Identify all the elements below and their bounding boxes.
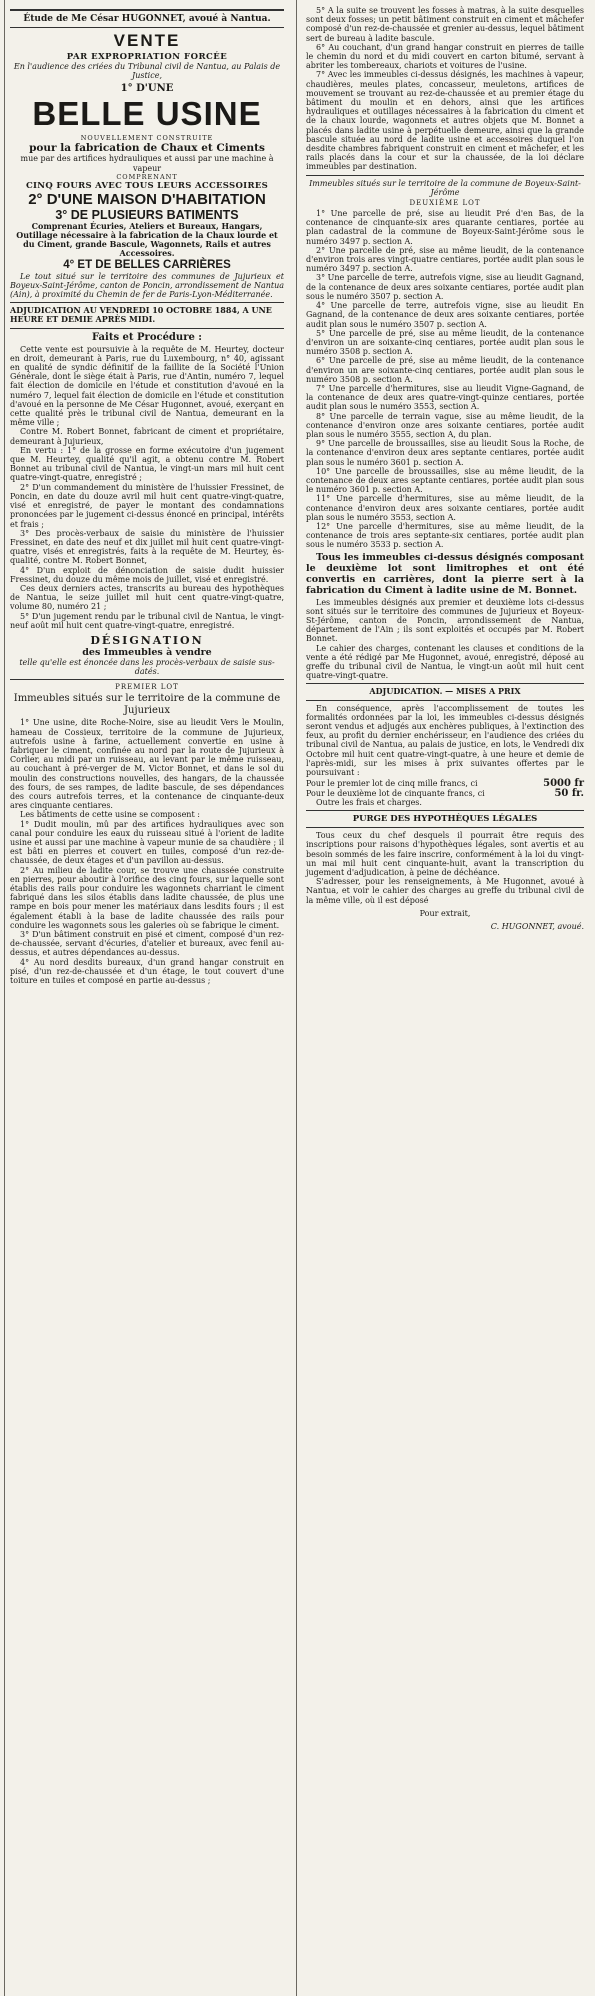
premier-lot-label: PREMIER LOT xyxy=(115,683,179,692)
purge-title: PURGE DES HYPOTHÈQUES LÉGALES xyxy=(352,814,538,825)
lot2-paragraph: 9° Une parcelle de broussailles, sise au lieudit Sous la Roche, de la contenance d'environ deux ares septante centiares, portée audit plan sous le numéro 3601 p. section A. xyxy=(306,439,584,467)
comprenant-line: COMPRENANT xyxy=(116,172,178,181)
lot1-paragraph: 1° Une usine, dite Roche-Noire, sise au lieudit Vers le Moulin, hameau de Cossieux, territoire de la commune de Jujurieux, autrefois usine à farine, actuellement convertie en usine à fabriquer le ciment, confinée au nord par la route de Jujurieux à Corlier, au midi par un ruisseau, au levant par le même ruisseau, au couchant à pré-verger de M. Victor Bonnet, et dans le sol du moulin des constructions nouvelles, des hangars, de la chaussée des fours, de ses rampes, de ladite bascule, de ses dépendances des cours autrefois terres, et la contenance de cinquante-deux ares cinquante centiares. xyxy=(10,718,284,811)
adjudication-heading: ADJUDICATION. — MISES A PRIX xyxy=(369,686,521,697)
rule xyxy=(306,827,584,828)
faits-paragraph: 3° Des procès-verbaux de saisie du ministère de l'huissier Fressinet, en date des neuf et dix juillet mil huit cent quatre-vingt-quatre, visés et enregistrés, faits à la requête de M. Heurtey, ès-qualité, contre M. Robert Bonnet, xyxy=(10,528,284,566)
left-column xyxy=(4,0,290,1996)
price-label: Pour le premier lot de cinq mille francs, ci xyxy=(306,779,478,789)
situation-paragraph: Les immeubles désignés aux premier et deuxième lots ci-dessus sont situés sur le territoire des communes de Jujurieux et Boyeux-St-Jérôme, canton de Poncin, arrondissement de Nantua, département de l'Ain ; ils sont exploités et occupés par M. Robert Bonnet. xyxy=(306,597,584,644)
usine-paragraph: 6° Au couchant, d'un grand hangar construit en pierres de taille le chemin du nord et du midi couvert en carton bitumé, servant à abriter les tombereaux, chariots et voitures de l'usine. xyxy=(306,42,584,71)
maison-title: 2° D'UNE MAISON D'HABITATION xyxy=(28,190,266,208)
etude-header: Étude de Me César HUGONNET, avoué à Nantua. xyxy=(23,14,271,24)
item1-label: 1° D'UNE xyxy=(120,83,174,95)
faits-paragraph: 2° D'un commandement du ministère de l'huissier Fressinet, de Poncin, en date du douze avril mil huit cent quatre-vingt-quatre, visé et enregistré, de payer le montant des condamnations prononcées par le jugement ci-dessus énoncé en principal, intérêts et frais ; xyxy=(10,482,284,529)
designation-title: DÉSIGNATION xyxy=(90,633,204,647)
lot2-paragraph: 6° Une parcelle de pré, sise au même lieudit, de la contenance d'environ un are soixante-cinq centiares, portée audit plan sous le numéro 3508 p. section A. xyxy=(306,356,584,384)
faits-paragraph: 4° D'un exploit de dénonciation de saisie dudit huissier Fressinet, du douze du même mois de juillet, visé et enregistré. xyxy=(10,565,284,584)
rule xyxy=(10,302,284,303)
vente-title: VENTE xyxy=(113,31,181,50)
designation-subtitle: des Immeubles à vendre xyxy=(82,646,212,658)
situation-text: Le tout situé sur le territoire des communes de Jujurieux et Boyeux-Saint-Jérôme, canton de Poncin, arrondissement de Nantua (Ain), à proximité du Chemin de fer de Paris-Lyon-Méditerranée. xyxy=(10,271,284,300)
right-column xyxy=(302,0,588,1996)
rule xyxy=(10,27,284,28)
batiments-description: Comprenant Écuries, Ateliers et Bureaux, Hangars, Outillage nécessaire à la fabrication de la Chaux lourde et du Ciment, grande Bascule, Wagonnets, Rails et autres Accessoires. xyxy=(16,220,278,259)
column-divider xyxy=(296,0,297,1996)
lot1-paragraph: 2° Au milieu de ladite cour, se trouve une chaussée construite en pierres, pour aboutir à l'orifice des cinq fours, sur laquelle sont établis des rails pour conduire les wagonnets charriant le ciment fabriqué dans les silos établis dans ladite chaussée, de plus une rampe en bois pour mener les matériaux dans lesdits fours ; il est également établi à la base de ladite chaussée des rails pour conduire les wagonnets sous les galeries où se fabrique le ciment. xyxy=(10,865,284,930)
lot1-paragraph: Les bâtiments de cette usine se composent : xyxy=(20,810,200,820)
lot2-paragraph: 1° Une parcelle de pré, sise au lieudit Pré d'en Bas, de la contenance de cinquante-six ares quarante centiares, portée au plan cadastral de la commune de Boyeux-Saint-Jérôme sous le numéro 3497 p. section A. xyxy=(306,209,584,246)
lot1-paragraph: 3° D'un bâtiment construit en pisé et ciment, composé d'un rez-de-chaussée, servant d'écuries, d'atelier et bureaux, avec fenil au-dessus, et autres dépendances au-dessus. xyxy=(10,930,284,958)
signature: C. HUGONNET, avoué. xyxy=(490,922,584,932)
adjudication-date: ADJUDICATION AU VENDREDI 10 OCTOBRE 1884, A UNE HEURE ET DEMIE APRÈS MIDI. xyxy=(10,305,272,325)
lot2-paragraph: 11° Une parcelle d'hermitures, sise au même lieudit, de la contenance d'environ deux ares soixante centiares, portée audit plan sous le numéro 3553, section A. xyxy=(306,494,584,522)
mue-line: mue par des artifices hydrauliques et aussi par une machine à vapeur xyxy=(20,154,274,173)
fabrication-line: pour la fabrication de Chaux et Ciments xyxy=(29,142,265,155)
rule xyxy=(306,810,584,811)
rule xyxy=(306,175,584,176)
extrait-line: Pour extrait, xyxy=(419,908,471,918)
cinq-fours-line: CINQ FOURS AVEC TOUS LEURS ACCESSOIRES xyxy=(25,180,269,191)
purge-paragraph: S'adresser, pour les renseignements, à Me Hugonnet, avoué à Nantua, et voir le cahier des charges au greffe du tribunal civil de la même ville, où il est déposé xyxy=(306,877,584,905)
lot2-paragraph: 10° Une parcelle de broussailles, sise au même lieudit, de la contenance de deux ares septante centiares, portée audit plan sous le numéro 3601 p. section A. xyxy=(306,466,584,495)
lot2-paragraph: 4° Une parcelle de terre, autrefois vigne, sise au lieudit En Gagnand, de la contenance de deux ares soixante centiares, portée audit plan sous le numéro 3507 p. section A. xyxy=(306,301,584,329)
carrieres-title: 4° ET DE BELLES CARRIÈRES xyxy=(63,258,231,271)
outre-line: Outre les frais et charges. xyxy=(316,798,422,808)
faits-paragraph: Contre M. Robert Bonnet, fabricant de ciment et propriétaire, demeurant à Jujurieux, xyxy=(10,427,284,446)
purge-paragraph: Tous ceux du chef desquels il pourrait être requis des inscriptions pour raisons d'hypothèques légales, sont avertis et au besoin sommés de les faire inscrire, conformément à la loi du vingt-un mai mil huit cent cinquante-huit, avant la transcription du jugement d'adjudication, à peine de déchéance. xyxy=(306,831,584,878)
rule xyxy=(10,328,284,329)
immeubles-jujurieux: Immeubles situés sur le territoire de la commune de Jujurieux xyxy=(13,693,281,716)
lot2-paragraph: 12° Une parcelle d'hermitures, sise au même lieudit, de la contenance de trois ares septante-six centiares, portée audit plan sous le numéro 3533 p. section A. xyxy=(306,521,584,550)
lot2-paragraph: 3° Une parcelle de terre, autrefois vigne, sise au lieudit Gagnand, de la contenance de deux ares soixante centiares, portée audit plan sous le numéro 3507 p. section A. xyxy=(306,273,584,301)
cahier-paragraph: Le cahier des charges, contenant les clauses et conditions de la vente a été rédigé par Me Hugonnet, avoué, enregistré, déposé au greffe du tribunal civil de Nantua, le vingt-un août mil huit cent quatre-vingt-quatre. xyxy=(306,643,584,681)
faits-paragraph: En vertu : 1° de la grosse en forme exécutoire d'un jugement que M. Heurtey, qualité qu'il agit, a obtenu contre M. Robert Bonnet au tribunal civil de Nantua, le vingt-un mars mil huit cent quatre-vingt-quatre, enregistré ; xyxy=(10,445,284,483)
lot2-paragraph: 7° Une parcelle d'hermitures, sise au lieudit Vigne-Gagnand, de la contenance de deux ares quatre-vingt-quinze centiares, portée audit plan sous le numéro 3553, section A. xyxy=(306,383,584,412)
deuxieme-lot-label: DEUXIÈME LOT xyxy=(409,199,481,208)
belle-usine-title: BELLE USINE xyxy=(32,95,262,133)
price-label: Pour le deuxième lot de cinquante francs, ci xyxy=(306,788,485,798)
lot1-paragraph: 1° Dudit moulin, mû par des artifices hydrauliques avec son canal pour conduire les eaux du ruisseau situé à l'orient de ladite usine et aussi par une machine à vapeur munie de sa chaudière ; il est bâti en pierres et couvert en tuiles, composé d'un rez-de-chaussée, de deux étages et d'un pavillon au-dessus. xyxy=(10,819,284,866)
expropriation-line: PAR EXPROPRIATION FORCÉE xyxy=(66,52,228,62)
rule xyxy=(306,700,584,701)
faits-title: Faits et Procédure : xyxy=(92,331,202,343)
adjudication-text: En conséquence, après l'accomplissement de toutes les formalités ordonnées par la loi, les immeubles ci-dessus désignés seront vendus et adjugés aux enchères publiques, à l'extinction des feux, au profit du dernier enchérisseur, en l'audience des criées du tribunal civil de Nantua, au palais de justice, en lots, le Vendredi dix Octobre mil huit cent quatre-vingt-quatre, à une heure et demie de l'après-midi, sur les mises à prix suivantes offertes par le poursuivant : xyxy=(306,703,584,778)
batiments-title: 3° DE PLUSIEURS BATIMENTS xyxy=(55,207,239,222)
price-value: 5000 fr xyxy=(543,778,584,790)
carrieres-note: Tous les immeubles ci-dessus désignés composant le deuxième lot sont limitrophes et ont été convertis en carrières, dont la pierre sert à la fabrication du Ciment à ladite usine de M. Bonnet. xyxy=(306,551,584,596)
faits-paragraph: Ces deux derniers actes, transcrits au bureau des hypothèques de Nantua, le seize juillet mil huit cent quatre-vingt-quatre, volume 80, numéro 21 ; xyxy=(10,583,284,612)
price-row-lot2 xyxy=(306,789,584,798)
designation-note: telle qu'elle est énoncée dans les procès-verbaux de saisie sus-datés. xyxy=(19,657,275,677)
nouvellement-line: NOUVELLEMENT CONSTRUITE xyxy=(80,134,214,143)
lot2-paragraph: 2° Une parcelle de pré, sise au même lieudit, de la contenance d'environ trois ares vingt-quatre centiares, portée audit plan sous le numéro 3497 p. section A. xyxy=(306,245,584,274)
lot2-paragraph: 5° Une parcelle de pré, sise au même lieudit, de la contenance d'environ un are soixante-cinq centiares, portée audit plan sous le numéro 3508 p. section A. xyxy=(306,328,584,357)
rule xyxy=(306,683,584,684)
immeubles-boyeux: Immeubles situés sur le territoire de la commune de Boyeux-Saint-Jérôme xyxy=(309,178,581,197)
lot2-paragraph: 8° Une parcelle de terrain vague, sise au même lieudit, de la contenance d'environ onze ares soixante centiares, portée audit plan sous le numéro 3555, section A, du plan. xyxy=(306,411,584,439)
lot1-paragraph: 4° Au nord desdits bureaux, d'un grand hangar construit en pisé, d'un rez-de-chaussée et d'un étage, le tout couvert d'une toiture en tuiles et composé en partie au-dessus ; xyxy=(10,957,284,986)
usine-paragraph: 7° Avec les immeubles ci-dessus désignés, les machines à vapeur, chaudières, meules plates, concasseur, meuletons, artifices de mouvement se trouvant au rez-de-chaussée et au premier étage du bâtiment du moulin et en dehors, ainsi que les artifices hydrauliques et outillages nécessaires à la fabrication du ciment et de la chaux lourde, wagonnets et autres objets que M. Bonnet a placés dans ladite usine à perpétuelle demeure, ainsi que la grande bascule située au nord de ladite usine et accessoires duquel l'on desdite chambres fabriquent construit en ciment et mâchefer, et les rails placés dans la cour et sur la chaussée, de la loi déclare immeubles par destination. xyxy=(306,70,584,172)
rule xyxy=(10,679,284,680)
top-rule xyxy=(10,9,284,11)
price-value: 50 fr. xyxy=(554,787,584,799)
faits-paragraph: Cette vente est poursuivie à la requête de M. Heurtey, docteur en droit, demeurant à Paris, rue du Luxembourg, n° 40, agissant en qualité de syndic définitif de la faillite de la Société l'Union Générale, dont le siège était à Paris, rue d'Antin, numéro 7, lequel fait élection de domicile en l'étude et constitution d'avoué en la numéro 7, lequel fait élection de domicile en l'étude et constitution d'avoué en la personne de Me César Hugonnet, avoué, exerçant en cette qualité près le tribunal civil de Nantua, demeurant en la même ville ; xyxy=(10,344,284,428)
usine-paragraph: 5° A la suite se trouvent les fosses à matras, à la suite desquelles sont deux fosses; un petit bâtiment construit en ciment et mâchefer composé d'un rez-de-chaussée et grenier au-dessus, lequel bâtiment sert de bureau à ladite bascule. xyxy=(306,6,584,43)
audience-line: En l'audience des criées du Tribunal civil de Nantua, au Palais de Justice, xyxy=(13,62,281,81)
faits-paragraph: 5° D'un jugement rendu par le tribunal civil de Nantua, le vingt-neuf août mil huit cent quatre-vingt-quatre, enregistré. xyxy=(10,611,284,630)
price-row-lot1 xyxy=(306,779,584,788)
